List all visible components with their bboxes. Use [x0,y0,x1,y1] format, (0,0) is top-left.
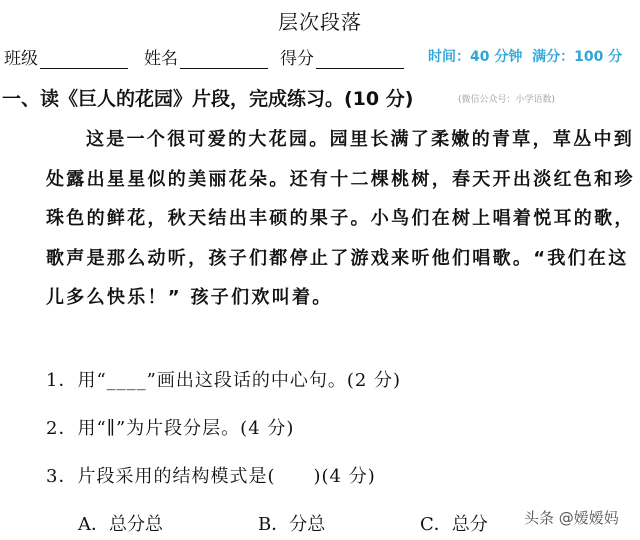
section-heading: 一、读《巨人的花园》片段，完成练习。(10 分) [2,88,414,110]
student-info-row [4,44,636,70]
reading-passage [46,120,638,318]
time-limit: 时间：40 分钟 [428,49,523,65]
score-field [280,44,404,69]
question-1: 1．用“____”画出这段话的中心句。(2 分) [46,370,402,391]
name-blank[interactable] [180,50,268,69]
option-b[interactable]: B．分总 [258,514,326,535]
option-c[interactable]: C．总分 [420,514,488,535]
name-label: 姓名 [144,49,178,69]
time-score-info [428,46,622,66]
option-a[interactable]: A．总分总 [78,514,163,535]
question-2: 2．用“∥”为片段分层。(4 分) [46,418,295,439]
class-blank[interactable] [40,50,128,69]
full-score: 满分：100 分 [532,49,623,65]
class-label: 班级 [4,49,38,69]
question-3: 3．片段采用的结构模式是( )(4 分) [46,466,376,487]
name-field [144,44,268,69]
score-blank[interactable] [316,50,404,69]
page-title: 层次段落 [278,10,362,34]
section-note: (微信公众号：小学语数) [458,95,556,105]
passage-text: 这是一个很可爱的大花园。园里长满了柔嫩的青草，草丛中到处露出星星似的美丽花朵。还有十二棵桃树，春天开出淡红色和珍珠色的鲜花，秋天结出丰硕的果子。小鸟们在树上唱着悦耳的歌，歌声是那么动听，孩子们都停止了游戏来听他们唱歌。“我们在这儿多么快乐！” 孩子们欢叫着。 [46,129,635,308]
score-label: 得分 [280,49,314,69]
class-field [4,44,128,69]
watermark: 头条 @嫒嫒妈 [524,509,619,527]
